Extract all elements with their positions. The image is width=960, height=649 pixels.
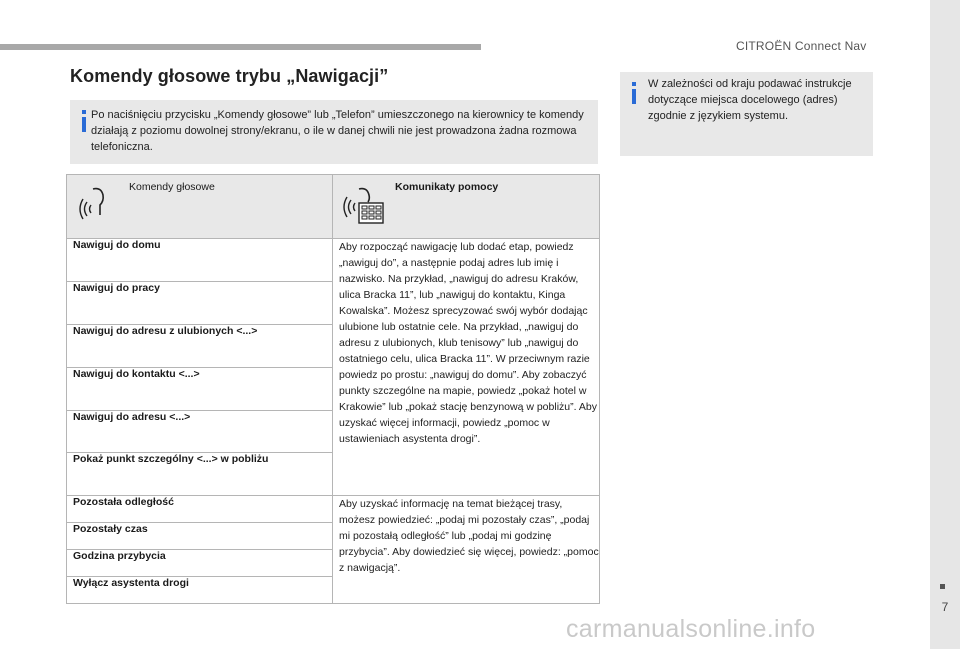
command-cell: Pokaż punkt szczególny <...> w pobliżu — [67, 453, 333, 496]
voice-commands-table — [66, 174, 600, 604]
voice-help-icon — [341, 185, 385, 225]
table-row — [67, 496, 600, 523]
command-cell: Godzina przybycia — [67, 550, 333, 577]
table-row — [67, 239, 600, 282]
info-note-text: Po naciśnięciu przycisku „Komendy głosowe” lub „Telefon” umieszczonego na kierownicy te komendy działają z poziomu dowolnej strony/ekranu, o ile w danej chwili nie jest prowadzona żadna rozmowa telefoniczna. — [91, 109, 584, 153]
command-cell: Nawiguj do kontaktu <...> — [67, 368, 333, 411]
voice-command-icon — [79, 185, 113, 221]
header-voice-label: Komendy głosowe — [129, 181, 215, 193]
header-help-messages — [333, 175, 600, 239]
info-icon — [79, 110, 91, 132]
command-cell: Wyłącz asystenta drogi — [67, 577, 333, 604]
info-note-text: W zależności od kraju podawać instrukcje dotyczące miejsca docelowego (adres) zgodnie z językiem systemu. — [648, 78, 852, 122]
page-number: 7 — [941, 600, 949, 614]
header-rule — [0, 44, 481, 50]
page-title: Komendy głosowe trybu „Nawigacji” — [70, 66, 389, 86]
info-icon — [629, 82, 641, 104]
page-marker — [940, 584, 945, 589]
command-cell: Pozostała odległość — [67, 496, 333, 523]
command-cell: Pozostały czas — [67, 523, 333, 550]
command-cell: Nawiguj do adresu <...> — [67, 411, 333, 453]
help-message-cell: Aby rozpocząć nawigację lub dodać etap, powiedz „nawiguj do”, a następnie podaj adres lub imię i nazwisko. Na przykład, „nawiguj do adresu Kraków, ulica Bracka 11”, lub „nawiguj do kontaktu, Kinga Kowalska”. Możesz sprecyzować swój wybór dodając ulubione lub ostatnie cele. Na przykład, „nawiguj do adresu z ulubionych, klub tenisowy” lub „nawiguj do ostatniego celu, ulica Bracka 11”. W przeciwnym razie powiedz po prostu: „nawiguj do domu”. Aby zobaczyć punkty szczególne na mapie, powiedz „pokaż hotel w Krakowie” lub „pokaż stację benzynową w pobliżu”. Aby uzyskać więcej informacji, powiedz „pomoc w ustawieniach asystenta drogi”. — [333, 239, 600, 496]
help-message-cell: Aby uzyskać informację na temat bieżącej trasy, możesz powiedzieć: „podaj mi pozostały czas”, „podaj mi pozostałą odległość” lub „podaj mi godzinę przybycia”. Aby dowiedzieć się więcej, powiedz: „pomoc z nawigacją”. — [333, 496, 600, 604]
header-voice-commands — [67, 175, 333, 239]
side-strip — [930, 0, 960, 649]
command-cell: Nawiguj do adresu z ulubionych <...> — [67, 325, 333, 368]
header-help-label: Komunikaty pomocy — [395, 181, 499, 193]
watermark: carmanualsonline.info — [566, 615, 816, 643]
command-cell: Nawiguj do domu — [67, 239, 333, 282]
command-cell: Nawiguj do pracy — [67, 282, 333, 325]
header-brand: CITROËN Connect Nav — [736, 39, 867, 53]
info-note-right — [620, 72, 873, 156]
table-header-row — [67, 175, 600, 239]
info-note-left — [70, 100, 598, 164]
